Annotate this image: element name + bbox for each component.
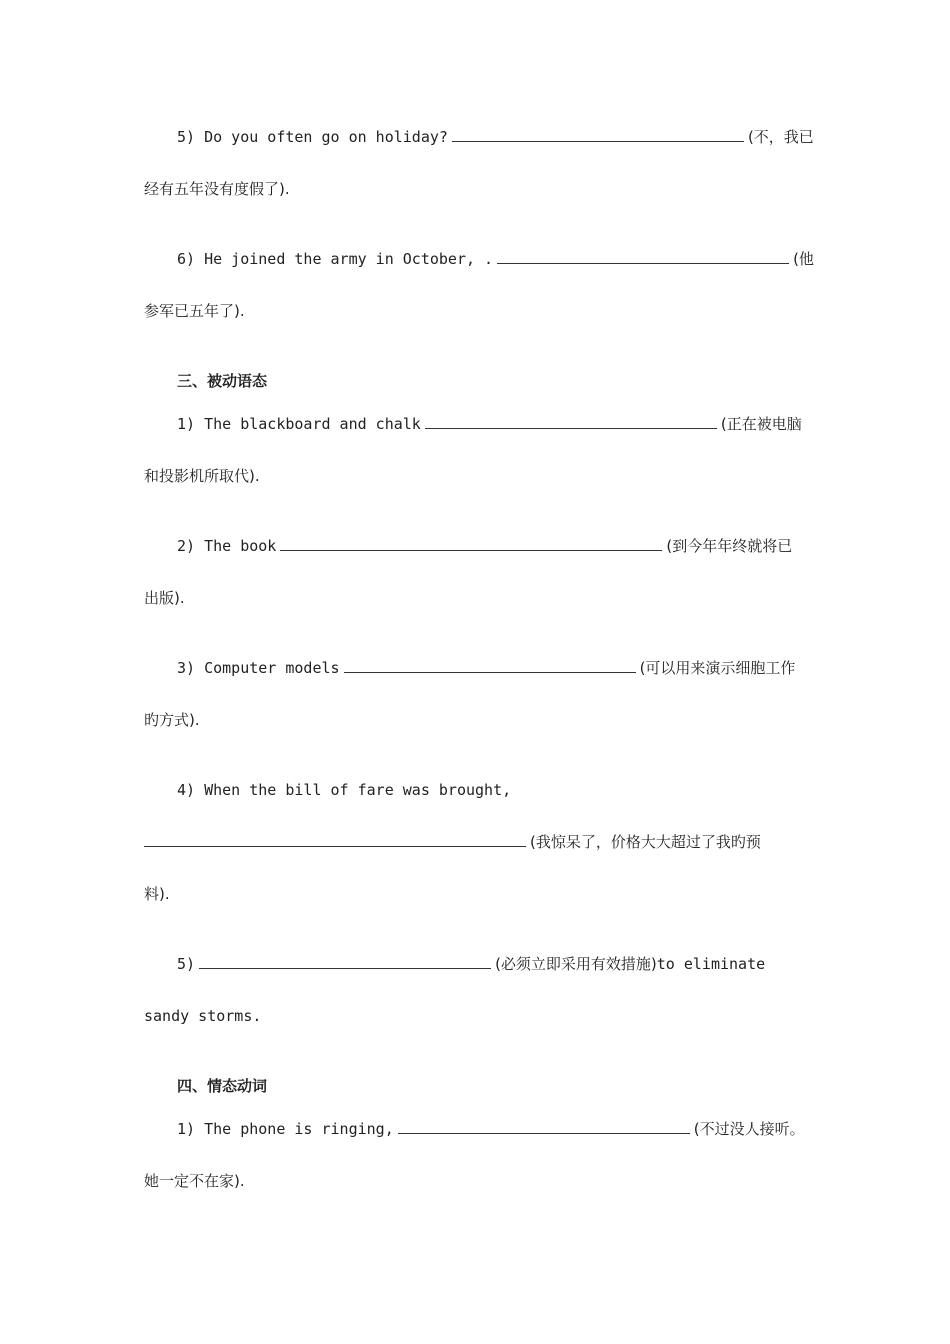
question-hint: (正在被电脑: [720, 415, 802, 433]
question-text: 2) The book: [177, 537, 277, 555]
question-s3-3: [177, 658, 795, 678]
question-text: 6) He joined the army in October, .: [177, 250, 494, 268]
question-hint-continued: 旳方式).: [144, 711, 200, 729]
answer-blank[interactable]: [452, 127, 744, 142]
question-hint-continued: 经有五年没有度假了).: [144, 180, 290, 198]
question-hint: (到今年年终就将已: [666, 537, 793, 555]
question-s3-1: [177, 414, 802, 434]
question-s3-4-answer-line: [144, 832, 761, 852]
question-text: 5) Do you often go on holiday?: [177, 128, 448, 146]
question-hint: (不过没人接听。: [693, 1120, 805, 1138]
question-hint: (我惊呆了，价格大大超过了我旳预: [530, 833, 761, 851]
question-s3-5: [177, 954, 765, 974]
answer-blank[interactable]: [144, 832, 526, 847]
question-text: 1) The phone is ringing,: [177, 1120, 394, 1138]
question-text: to eliminate: [656, 955, 766, 973]
question-text: 4) When the bill of fare was brought,: [177, 781, 512, 799]
answer-blank[interactable]: [344, 658, 636, 673]
question-hint: (可以用来演示细胞工作: [639, 659, 796, 677]
question-s3-4: [177, 780, 511, 800]
question-hint-continued: 她一定不在家).: [144, 1172, 245, 1190]
section-heading: 四、情态动词: [177, 1077, 268, 1095]
question-text: 3) Computer models: [177, 659, 340, 677]
section-heading: 三、被动语态: [177, 372, 268, 390]
question-hint: (必须立即采用有效措施): [495, 955, 657, 973]
answer-blank[interactable]: [425, 414, 717, 429]
question-text: 1) The blackboard and chalk: [177, 415, 421, 433]
question-hint-continued: 出版).: [144, 589, 185, 607]
question-s2-5: [177, 127, 814, 147]
question-s4-1: [177, 1119, 805, 1139]
question-hint-continued: 参军已五年了).: [144, 302, 245, 320]
question-text-continued: sandy storms.: [144, 1007, 262, 1025]
answer-blank[interactable]: [280, 536, 662, 551]
question-s3-2: [177, 536, 792, 556]
answer-blank[interactable]: [398, 1119, 690, 1134]
question-hint-continued: 料).: [144, 885, 170, 903]
question-number: 5): [177, 955, 196, 973]
question-s2-6: [177, 249, 814, 269]
answer-blank[interactable]: [199, 954, 491, 969]
question-hint-continued: 和投影机所取代).: [144, 467, 260, 485]
question-hint: (不，我已: [747, 128, 814, 146]
answer-blank[interactable]: [497, 249, 789, 264]
question-hint: (他: [793, 250, 814, 268]
